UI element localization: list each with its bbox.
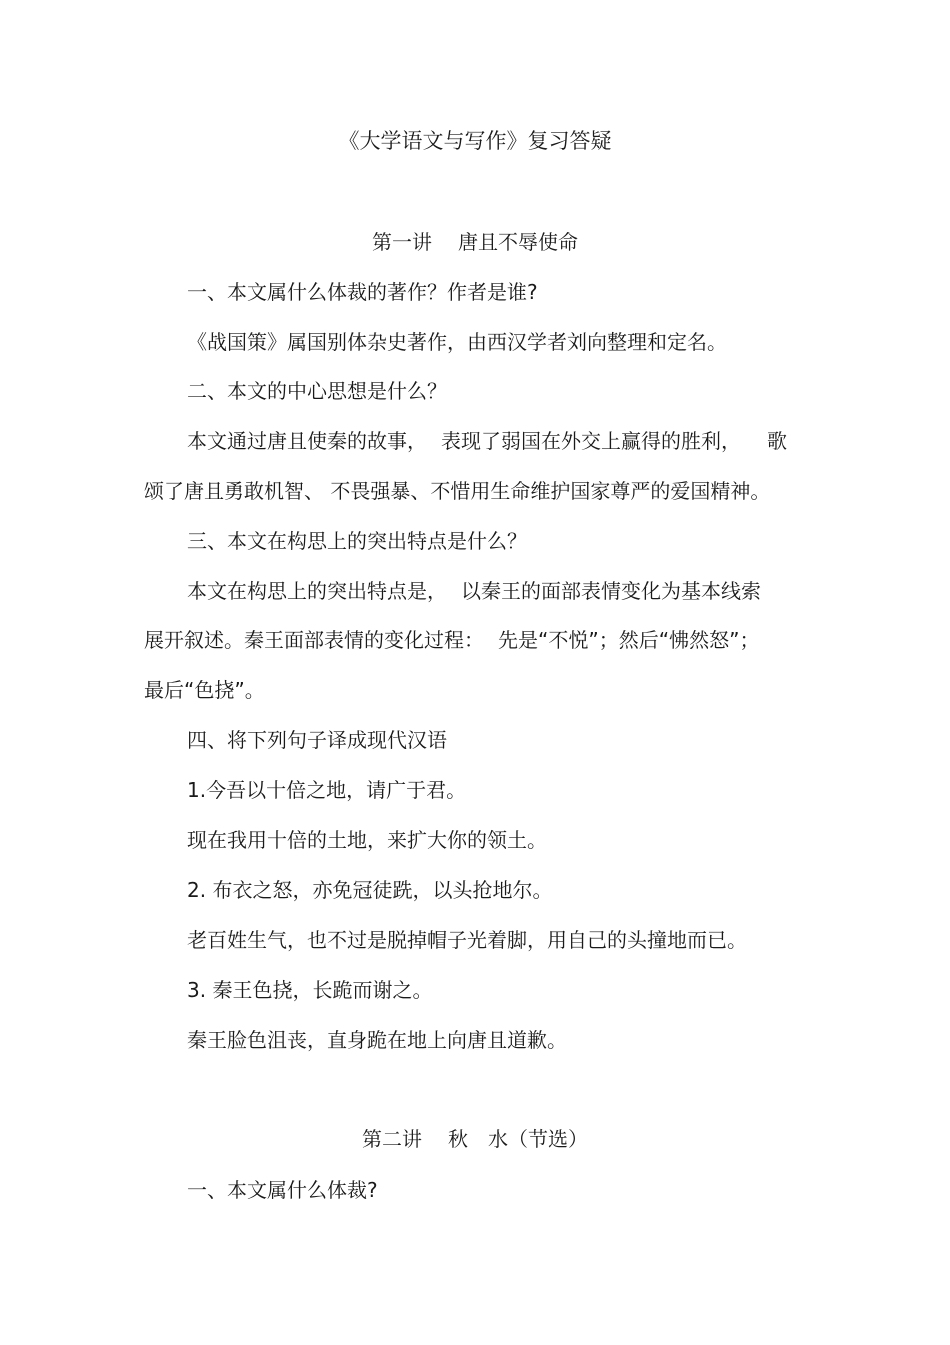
answer-3-line-1-part-1: 本文在构思上的突出特点是， <box>187 579 447 603</box>
lecture-2-number: 第二讲 <box>362 1127 422 1151</box>
question-2: 二、本文的中心思想是什么？ <box>187 379 447 403</box>
answer-1: 《战国策》属国别体杂史著作，由西汉学者刘向整理和定名。 <box>187 330 727 354</box>
lecture-2-title-part-1: 秋 <box>448 1127 468 1151</box>
lecture-2-question-1: 一、本文属什么体裁? <box>187 1178 378 1202</box>
lecture-1-title: 唐且不辱使命 <box>458 230 578 254</box>
question-3: 三、本文在构思上的突出特点是什么？ <box>187 529 527 553</box>
answer-2-line-2: 颂了唐且勇敢机智、 不畏强暴、不惜用生命维护国家尊严的爱国精神。 <box>144 479 771 503</box>
lecture-1-heading <box>0 228 950 256</box>
lecture-2-heading <box>0 1125 950 1153</box>
answer-2-line-1 <box>187 427 787 455</box>
document-title: 《大学语文与写作》复习答疑 <box>338 129 612 153</box>
lecture-2-title-part-2: 水（节选） <box>488 1127 588 1151</box>
translation-1: 现在我用十倍的土地，来扩大你的领土。 <box>187 828 547 852</box>
answer-2-line-1-part-3: 歌 <box>767 429 787 453</box>
answer-3-line-2 <box>144 626 759 654</box>
translation-3: 秦王脸色沮丧，直身跪在地上向唐且道歉。 <box>187 1028 567 1052</box>
question-4: 四、将下列句子译成现代汉语 <box>187 728 447 752</box>
answer-3-line-1 <box>187 577 761 605</box>
answer-2-line-1-part-1: 本文通过唐且使秦的故事， <box>187 429 427 453</box>
lecture-1-number: 第一讲 <box>372 230 432 254</box>
translation-2: 老百姓生气，也不过是脱掉帽子光着脚，用自己的头撞地而已。 <box>187 928 747 952</box>
answer-3-line-2-part-2: 先是“不悦”；然后“怫然怒”； <box>498 628 760 652</box>
sentence-1: 1.今吾以十倍之地，请广于君。 <box>187 778 467 802</box>
answer-3-line-2-part-1: 展开叙述。秦王面部表情的变化过程： <box>144 628 484 652</box>
question-1: 一、本文属什么体裁的著作？作者是谁? <box>187 280 538 304</box>
answer-3-line-3: 最后“色挠”。 <box>144 678 265 702</box>
sentence-3: 3. 秦王色挠，长跪而谢之。 <box>187 978 433 1002</box>
answer-3-line-1-part-2: 以秦王的面部表情变化为基本线索 <box>461 579 761 603</box>
answer-2-line-1-part-2: 表现了弱国在外交上赢得的胜利， <box>441 429 741 453</box>
sentence-2: 2. 布衣之怒，亦免冠徒跣，以头抢地尔。 <box>187 878 553 902</box>
